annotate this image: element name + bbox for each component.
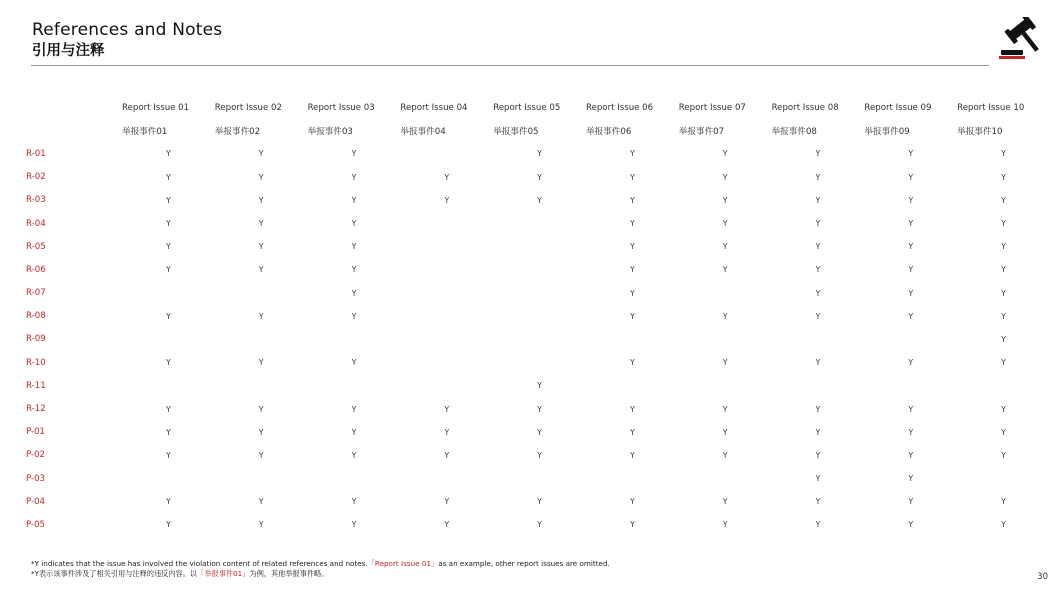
table-cell — [957, 374, 1050, 397]
table-cell: Y — [908, 450, 914, 460]
table-cell: Y — [444, 520, 450, 530]
table-cell: Y — [722, 404, 728, 414]
column-header-en: Report Issue 07 — [678, 102, 746, 113]
table-cell: Y — [1001, 311, 1006, 321]
column-header-en: Report Issue 05 — [493, 102, 561, 113]
table-cell: Y — [351, 358, 357, 368]
table-cell: Y — [258, 450, 264, 460]
column-header-cn: 举报事件01 — [122, 126, 168, 137]
table-cell: Y — [630, 288, 635, 298]
row-label: P-05 — [26, 519, 46, 530]
row-label: R-08 — [26, 311, 46, 322]
table-cell: Y — [908, 520, 914, 530]
table-cell: Y — [815, 497, 821, 507]
table-cell: Y — [537, 381, 542, 391]
table-cell: Y — [537, 172, 542, 182]
table-cell: Y — [815, 265, 821, 275]
table-cell: Y — [1001, 219, 1006, 229]
table-cell: Y — [258, 219, 264, 229]
table-cell — [215, 328, 308, 351]
table-cell — [493, 212, 586, 235]
table-cell: Y — [630, 265, 635, 275]
row-label: R-11 — [26, 380, 46, 391]
table-cell: Y — [908, 172, 914, 182]
table-cell — [400, 467, 493, 490]
column-header-en: Report Issue 01 — [122, 102, 190, 113]
column-header-cn: 举报事件10 — [957, 126, 1003, 137]
table-cell: Y — [444, 450, 450, 460]
table-cell: Y — [630, 242, 635, 252]
table-cell: Y — [722, 497, 728, 507]
row-label: P-03 — [26, 473, 46, 484]
table-cell: Y — [166, 450, 171, 460]
table-cell: Y — [815, 404, 821, 414]
table-cell — [400, 235, 493, 258]
table-cell — [400, 305, 493, 328]
row-label: R-12 — [26, 404, 46, 415]
table-row — [26, 351, 1050, 374]
table-cell: Y — [815, 427, 821, 437]
table-cell — [679, 374, 772, 397]
table-cell: Y — [258, 497, 264, 507]
column-header-en: Report Issue 08 — [771, 102, 839, 113]
table-cell: Y — [166, 404, 171, 414]
table-cell: Y — [722, 265, 728, 275]
table-cell — [400, 374, 493, 397]
header-divider — [31, 65, 989, 66]
table-cell: Y — [444, 195, 450, 205]
table-cell: Y — [908, 427, 914, 437]
table-cell — [493, 305, 586, 328]
table-cell: Y — [258, 311, 264, 321]
table-cell: Y — [630, 404, 635, 414]
table-cell: Y — [908, 195, 914, 205]
table-cell: Y — [351, 311, 357, 321]
table-cell: Y — [258, 404, 264, 414]
column-header-cn: 举报事件07 — [678, 126, 725, 137]
table-cell: Y — [258, 149, 264, 159]
table-cell: Y — [166, 195, 171, 205]
column-header-cn: 举报事件02 — [214, 126, 261, 137]
table-cell: Y — [908, 358, 914, 368]
table-cell: Y — [166, 311, 171, 321]
page-number: 30 — [1037, 572, 1048, 582]
table-cell: Y — [1001, 358, 1006, 368]
table-cell: Y — [908, 404, 914, 414]
table-cell — [400, 282, 493, 305]
row-label: R-09 — [26, 334, 46, 345]
table-cell: Y — [815, 311, 821, 321]
table-cell: Y — [630, 450, 635, 460]
gavel-icon — [999, 17, 1047, 63]
table-cell — [679, 282, 772, 305]
page-subtitle: 引用与注释 — [32, 43, 105, 59]
table-cell: Y — [815, 219, 821, 229]
table-cell: Y — [815, 242, 821, 252]
footnote-cn-text-end: 为例，其他举报事件略。 — [249, 569, 329, 578]
table-cell: Y — [166, 172, 171, 182]
row-label: P-01 — [26, 427, 46, 438]
table-cell: Y — [908, 311, 914, 321]
table-cell: Y — [1001, 172, 1006, 182]
table-cell: Y — [351, 265, 357, 275]
table-cell: Y — [258, 520, 264, 530]
table-cell — [400, 351, 493, 374]
column-header-en: Report Issue 04 — [400, 102, 468, 113]
table-cell: Y — [630, 520, 635, 530]
corner-cell — [26, 96, 122, 119]
table-row — [26, 142, 1050, 165]
row-label: P-02 — [26, 450, 46, 461]
table-cell: Y — [444, 427, 450, 437]
table-row — [26, 467, 1050, 490]
table-cell: Y — [444, 497, 450, 507]
table-cell: Y — [722, 149, 728, 159]
table-cell: Y — [815, 474, 821, 484]
footnote-cn-text: *Y表示该事件涉及了相关引用与注释的违反内容。以 — [31, 569, 198, 578]
table-cell: Y — [722, 311, 728, 321]
table-cell: Y — [1001, 404, 1006, 414]
table-cell: Y — [908, 288, 914, 298]
table-cell: Y — [351, 497, 357, 507]
reference-matrix-table — [26, 96, 1050, 537]
table-cell — [493, 328, 586, 351]
table-cell: Y — [815, 358, 821, 368]
column-header-en: Report Issue 02 — [214, 102, 282, 113]
column-header-row-cn — [26, 119, 1050, 142]
footnote-en-text: *Y indicates that the issue has involved the violation content of related references and notes. — [31, 559, 368, 568]
table-cell: Y — [537, 195, 542, 205]
table-cell: Y — [630, 172, 635, 182]
table-cell: Y — [351, 404, 357, 414]
table-cell: Y — [351, 149, 357, 159]
table-cell: Y — [1001, 520, 1006, 530]
table-cell: Y — [537, 497, 542, 507]
table-cell: Y — [166, 427, 171, 437]
table-cell: Y — [630, 497, 635, 507]
footnote-en-text-end: as an example, other report issues are omitted. — [438, 559, 610, 568]
table-cell: Y — [258, 265, 264, 275]
table-cell: Y — [722, 520, 728, 530]
table-cell: Y — [815, 520, 821, 530]
table-cell: Y — [166, 358, 171, 368]
table-cell: Y — [815, 172, 821, 182]
table-cell — [957, 467, 1050, 490]
table-cell — [772, 328, 865, 351]
table-cell: Y — [537, 427, 542, 437]
table-cell: Y — [722, 450, 728, 460]
table-cell: Y — [1001, 195, 1006, 205]
table-body — [26, 142, 1050, 536]
footnote-en — [31, 559, 610, 569]
table-row — [26, 328, 1050, 351]
column-header-row-en — [26, 96, 1050, 119]
table-cell — [864, 328, 957, 351]
table-cell — [400, 258, 493, 281]
table-cell — [586, 374, 679, 397]
table-cell: Y — [166, 149, 171, 159]
table-cell: Y — [1001, 288, 1006, 298]
table-cell — [493, 235, 586, 258]
table-cell: Y — [722, 219, 728, 229]
table-cell: Y — [444, 172, 450, 182]
table-cell: Y — [537, 450, 542, 460]
table-row — [26, 374, 1050, 397]
table-row — [26, 235, 1050, 258]
column-header-en: Report Issue 09 — [864, 102, 932, 113]
table-row — [26, 444, 1050, 467]
table-row — [26, 282, 1050, 305]
table-cell — [215, 374, 308, 397]
table-cell: Y — [908, 265, 914, 275]
table-cell: Y — [166, 242, 171, 252]
row-label: R-04 — [26, 218, 46, 229]
table-cell: Y — [351, 219, 357, 229]
table-cell: Y — [908, 474, 914, 484]
table-cell — [772, 374, 865, 397]
row-label: R-07 — [26, 288, 46, 299]
column-header-en: Report Issue 06 — [585, 102, 654, 113]
table-cell — [308, 467, 401, 490]
table-row — [26, 305, 1050, 328]
table-cell — [215, 282, 308, 305]
table-cell: Y — [630, 427, 635, 437]
table-row — [26, 258, 1050, 281]
table-cell: Y — [722, 195, 728, 205]
table-cell: Y — [722, 172, 728, 182]
table-cell: Y — [1001, 242, 1006, 252]
column-header-cn: 举报事件05 — [493, 126, 539, 137]
table-cell: Y — [1001, 334, 1006, 344]
table-cell: Y — [1001, 149, 1006, 159]
table-cell — [400, 142, 493, 165]
row-label: R-06 — [26, 264, 46, 275]
table-cell: Y — [908, 497, 914, 507]
table-row — [26, 166, 1050, 189]
table-cell: Y — [1001, 427, 1006, 437]
row-label: R-05 — [26, 241, 46, 252]
table-cell: Y — [351, 450, 357, 460]
footnote-cn-highlight: 「举报事件01」 — [197, 569, 250, 578]
table-cell — [679, 467, 772, 490]
column-header-cn: 举报事件06 — [585, 126, 632, 137]
table-cell: Y — [351, 520, 357, 530]
row-label: R-02 — [26, 172, 46, 183]
table-cell — [493, 258, 586, 281]
table-cell: Y — [258, 195, 264, 205]
table-row — [26, 397, 1050, 420]
column-header-cn: 举报事件09 — [864, 126, 910, 137]
table-cell: Y — [258, 427, 264, 437]
table-cell: Y — [1001, 450, 1006, 460]
table-row — [26, 513, 1050, 536]
table-cell: Y — [537, 520, 542, 530]
table-cell — [122, 328, 215, 351]
table-cell — [493, 467, 586, 490]
table-row — [26, 212, 1050, 235]
corner-cell — [26, 119, 122, 142]
table-cell: Y — [722, 242, 728, 252]
table-row — [26, 490, 1050, 513]
footnote-en-highlight: 「Report Issue 01」 — [367, 559, 439, 568]
table-cell: Y — [908, 242, 914, 252]
table-cell: Y — [630, 149, 635, 159]
table-cell: Y — [166, 497, 171, 507]
table-cell — [400, 212, 493, 235]
column-header-cn: 举报事件08 — [771, 126, 817, 137]
table-cell: Y — [1001, 497, 1006, 507]
table-cell: Y — [166, 265, 171, 275]
table-cell: Y — [537, 404, 542, 414]
table-cell — [308, 374, 401, 397]
table-cell: Y — [166, 520, 171, 530]
table-cell: Y — [444, 404, 450, 414]
table-cell: Y — [166, 219, 171, 229]
table-cell: Y — [630, 311, 635, 321]
column-header-en: Report Issue 03 — [307, 102, 375, 113]
table-cell: Y — [351, 242, 357, 252]
table-cell: Y — [630, 219, 635, 229]
table-cell: Y — [908, 149, 914, 159]
table-cell: Y — [1001, 265, 1006, 275]
table-cell — [122, 374, 215, 397]
table-cell: Y — [722, 358, 728, 368]
table-cell — [122, 282, 215, 305]
table-cell: Y — [630, 358, 635, 368]
footnotes — [31, 559, 610, 579]
table-cell — [122, 467, 215, 490]
row-label: R-03 — [26, 195, 46, 206]
table-cell: Y — [537, 149, 542, 159]
table-cell — [586, 467, 679, 490]
column-header-cn: 举报事件04 — [400, 126, 446, 137]
table-cell: Y — [351, 172, 357, 182]
table-cell — [493, 351, 586, 374]
row-label: P-04 — [26, 496, 46, 507]
table-cell — [586, 328, 679, 351]
table-cell: Y — [258, 242, 264, 252]
table-row — [26, 421, 1050, 444]
row-label: R-10 — [26, 357, 46, 368]
table-cell: Y — [815, 195, 821, 205]
table-cell — [400, 328, 493, 351]
table-cell: Y — [815, 288, 821, 298]
table-cell — [215, 467, 308, 490]
table-cell: Y — [908, 219, 914, 229]
column-header-cn: 举报事件03 — [307, 126, 353, 137]
table-cell — [493, 282, 586, 305]
table-cell — [308, 328, 401, 351]
table-cell: Y — [351, 288, 357, 298]
table-cell: Y — [630, 195, 635, 205]
table-cell: Y — [815, 450, 821, 460]
table-cell — [864, 374, 957, 397]
table-cell: Y — [722, 427, 728, 437]
table-row — [26, 189, 1050, 212]
column-header-en: Report Issue 10 — [957, 102, 1025, 113]
footnote-cn — [31, 569, 610, 579]
page-title: References and Notes — [32, 20, 223, 40]
table-cell: Y — [351, 427, 357, 437]
table-cell: Y — [351, 195, 357, 205]
table-cell: Y — [258, 358, 264, 368]
row-label: R-01 — [26, 148, 46, 159]
table-cell: Y — [258, 172, 264, 182]
table-cell: Y — [815, 149, 821, 159]
table-cell — [679, 328, 772, 351]
